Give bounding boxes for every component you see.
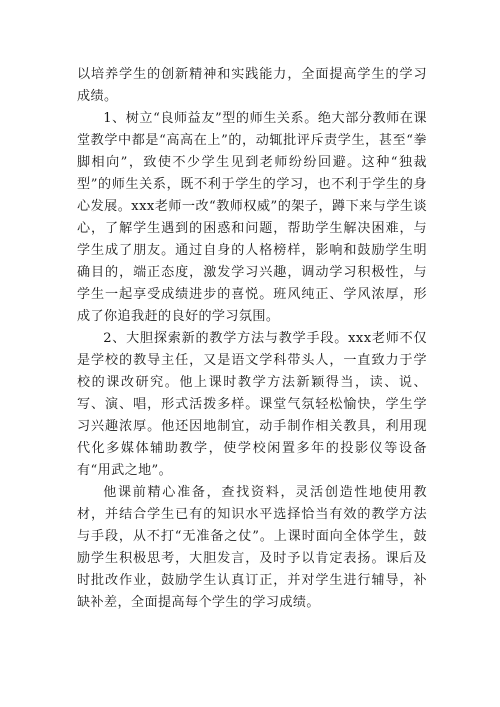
paragraph-intro-continued: 以培养学生的创新精神和实践能力，全面提高学生的学习成绩。 [77, 67, 427, 104]
document-body [77, 64, 427, 614]
paragraph-teaching-methods: 2、大胆探索新的教学方法与教学手段。xxx老师不仅是学校的教导主任，又是语文学科带头人，一直致力于学校的课改研究。他上课时教学方法新颖得当，读、说、写、演、唱，形式活拨多样。课堂气氛轻松愉快，学生学习兴趣浓厚。他还因地制宜，动手制作相关教具，利用现代化多媒体辅助教学，使学校闲置多年的投影仪等设备有“用武之地”。 [77, 331, 427, 478]
paragraph-lesson-preparation: 他课前精心准备，查找资料，灵活创造性地使用教材，并结合学生已有的知识水平选择恰当有效的教学方法与手段，从不打“无准备之仗”。上课时面向全体学生，鼓励学生积极思考，大胆发言，及时予以肯定表扬。课后及时批改作业，鼓励学生认真订正，并对学生进行辅导，补缺补差，全面提高每个学生的学习成绩。 [77, 485, 427, 610]
paragraph-teacher-student-relationship: 1、树立“良师益友”型的师生关系。绝大部分教师在课堂教学中都是“高高在上”的，动辄批评斥责学生，甚至“拳脚相向”，致使不少学生见到老师纷纷回避。这种“独裁型”的师生关系，既不利于学生的学习，也不利于学生的身心发展。xxx老师一改“教师权威”的架子，蹲下来与学生谈心，了解学生遇到的困惑和问题，帮助学生解决困难，与学生成了朋友。通过自身的人格榜样，影响和鼓励学生明确目的，端正态度，激发学习兴趣，调动学习积极性，与学生一起享受成绩进步的喜悦。班风纯正、学风浓厚，形成了你追我赶的良好的学习氛围。 [77, 111, 427, 324]
